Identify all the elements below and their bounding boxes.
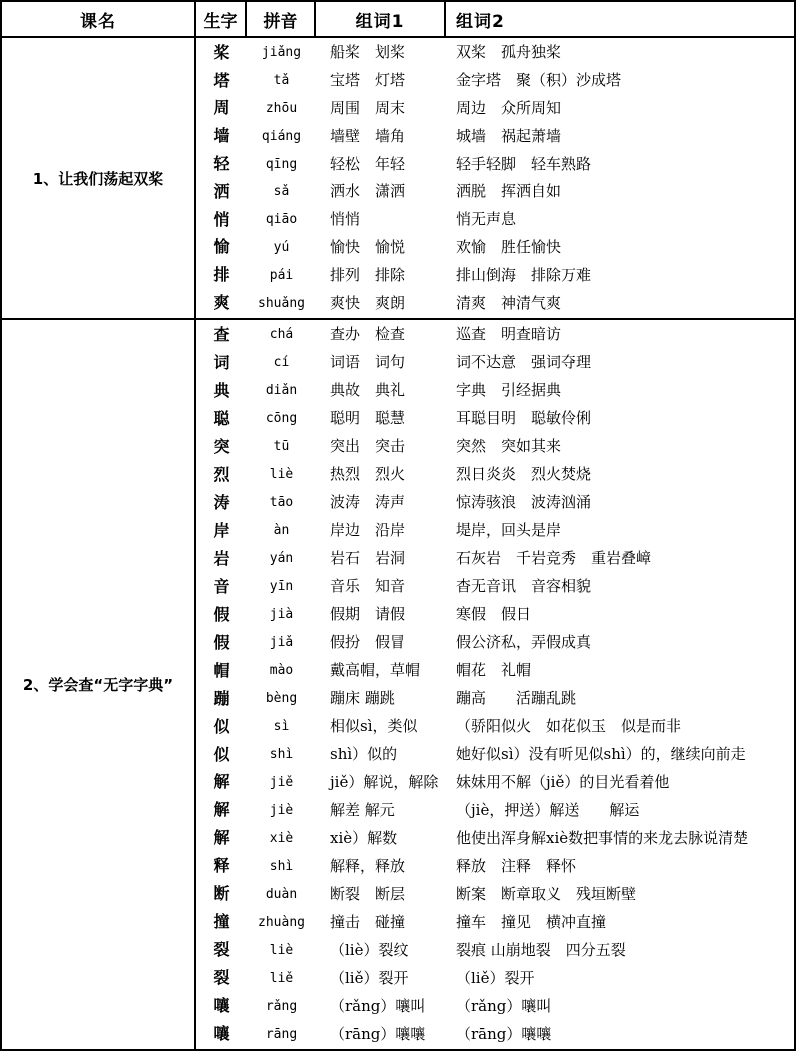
word2-cell: 石灰岩 千岩竞秀 重岩叠嶂 [456,549,652,568]
character-row [196,95,794,123]
lesson-title: 2、学会查“无字字典” [2,320,196,1049]
pinyin-cell: jiǎng [261,45,302,61]
pinyin-cell: pái [269,267,294,283]
word2-cell: 裂痕 山崩地裂 四分五裂 [456,940,626,959]
word2-cell: （liě）裂开 [456,968,535,987]
word2-cell: 撞车 撞见 横冲直撞 [456,912,607,931]
character-row [196,880,794,908]
word1-cell: xiè）解数 [330,828,398,847]
word2-cell: 释放 注释 释怀 [456,856,577,875]
char-cell: 岩 [213,548,230,568]
word2-cell: 周边 众所周知 [456,98,562,117]
character-row [196,657,794,685]
char-cell: 桨 [213,42,230,62]
char-cell: 断 [213,884,230,904]
lesson-title: 1、让我们荡起双桨 [2,38,196,318]
pinyin-cell: zhōu [265,100,298,116]
word1-cell: 岸边 沿岸 [330,521,406,540]
word1-cell: jiě）解说，解除 [330,772,439,791]
character-row [196,39,794,67]
word2-cell: 清爽 神清气爽 [456,293,562,312]
char-cell: 悄 [213,209,230,229]
pinyin-cell: yán [269,551,294,567]
word2-cell: 断案 断章取义 残垣断壁 [456,884,637,903]
pinyin-cell: tǎ [273,73,290,89]
char-cell: 突 [213,436,230,456]
word1-cell: 排列 排除 [330,265,406,284]
character-row [196,824,794,852]
pinyin-cell: liè [269,467,294,483]
pinyin-cell: shì [269,747,294,763]
word1-cell: 解释，释放 [330,856,406,875]
word2-cell: 字典 引经据典 [456,381,562,400]
character-row [196,685,794,713]
char-cell: 聪 [213,408,230,428]
character-row [196,150,794,178]
pinyin-cell: jiè [269,802,294,818]
word1-cell: 断裂 断层 [330,884,406,903]
word2-cell: 悄无声息 [456,210,517,229]
pinyin-cell: xiè [269,830,294,846]
word2-cell: 她好似sì）没有听见似shì）的，继续向前走 [456,745,746,764]
character-row [196,289,794,317]
word2-cell: 排山倒海 排除万难 [456,265,592,284]
char-cell: 洒 [213,181,230,201]
character-row [196,349,794,377]
word1-cell: （liě）裂开 [330,968,409,987]
char-cell: 周 [213,98,230,118]
character-row [196,629,794,657]
character-row [196,964,794,992]
char-cell: 解 [213,828,230,848]
character-row [196,178,794,206]
lesson-section-1 [2,38,794,320]
word1-cell: 假期 请假 [330,605,406,624]
pinyin-cell: tāo [269,495,294,511]
pinyin-cell: qiáng [261,128,302,144]
char-cell: 蹦 [213,688,230,708]
character-row [196,489,794,517]
word2-cell: 欢愉 胜任愉快 [456,237,562,256]
word2-cell: 烈日炎炎 烈火焚烧 [456,465,592,484]
pinyin-cell: rǎng [265,998,298,1014]
word1-cell: 愉快 愉悦 [330,237,406,256]
word1-cell: 音乐 知音 [330,577,406,596]
pinyin-cell: mào [269,663,294,679]
pinyin-cell: yīn [269,579,294,595]
char-cell: 词 [213,352,230,372]
character-row [196,206,794,234]
character-row [196,377,794,405]
character-row [196,321,794,349]
word2-cell: （rǎng）嚷叫 [456,996,552,1015]
char-cell: 轻 [213,154,230,174]
character-row [196,261,794,289]
pinyin-cell: yú [273,239,290,255]
char-cell: 裂 [213,968,230,988]
character-row [196,908,794,936]
char-cell: 撞 [213,912,230,932]
character-row [196,741,794,769]
char-cell: 嚷 [213,996,230,1016]
word1-cell: 岩石 岩洞 [330,549,406,568]
word1-cell: 解差 解元 [330,800,395,819]
pinyin-cell: zhuàng [258,914,305,930]
char-cell: 嚷 [213,1024,230,1044]
word2-cell: 耳聪目明 聪敏伶俐 [456,409,592,428]
char-cell: 似 [213,744,230,764]
word2-cell: 词不达意 强词夺理 [456,353,592,372]
pinyin-cell: jiě [269,774,294,790]
char-cell: 排 [213,265,230,285]
pinyin-cell: àn [273,523,290,539]
char-cell: 裂 [213,940,230,960]
character-row [196,433,794,461]
word2-cell: （jiè，押送）解送 解运 [456,800,640,819]
header-cell-pinyin: 拼音 [247,2,316,36]
char-cell: 愉 [213,237,230,257]
word1-cell: （rāng）嚷嚷 [330,1024,426,1043]
word1-cell: 相似sì，类似 [330,717,418,736]
pinyin-cell: shì [269,858,294,874]
word1-cell: 典故 典礼 [330,381,406,400]
pinyin-cell: sǎ [273,184,290,200]
pinyin-cell: rāng [265,1026,298,1042]
pinyin-cell: cōng [265,411,298,427]
pinyin-cell: cí [273,355,290,371]
header-cell-words2: 组词2 [456,11,505,32]
word1-cell: 蹦床 蹦跳 [330,689,395,708]
character-row [196,1020,794,1048]
word1-cell: 悄悄 [330,210,361,229]
character-rows [196,38,794,318]
word1-cell: 洒水 潇洒 [330,182,406,201]
word1-cell: 爽快 爽朗 [330,293,406,312]
character-row [196,769,794,797]
character-rows [196,320,794,1049]
char-cell: 假 [213,604,230,624]
character-row [196,545,794,573]
word2-cell: 杳无音讯 音容相貌 [456,577,592,596]
word2-cell: 轻手轻脚 轻车熟路 [456,154,592,173]
char-cell: 墙 [213,126,230,146]
word1-cell: （rǎng）嚷叫 [330,996,426,1015]
pinyin-cell: jiǎ [269,635,294,651]
pinyin-cell: duàn [265,886,298,902]
header-cell-character: 生字 [196,2,247,36]
char-cell: 释 [213,856,230,876]
character-row [196,713,794,741]
word1-cell: 撞击 碰撞 [330,912,406,931]
word2-cell: 双桨 孤舟独桨 [456,43,562,62]
character-row [196,122,794,150]
char-cell: 音 [213,576,230,596]
pinyin-cell: qiāo [265,212,298,228]
word1-cell: 热烈 烈火 [330,465,406,484]
word1-cell: 突出 突击 [330,437,406,456]
word1-cell: 聪明 聪慧 [330,409,406,428]
char-cell: 假 [213,632,230,652]
character-row [196,517,794,545]
word2-cell: （rāng）嚷嚷 [456,1024,552,1043]
word1-cell: （liè）裂纹 [330,940,409,959]
word2-cell: 他使出浑身解xiè数把事情的来龙去脉说清楚 [456,828,749,847]
word2-cell: 妹妹用不解（jiě）的目光看着他 [456,772,670,791]
char-cell: 解 [213,800,230,820]
character-row [196,67,794,95]
word1-cell: 戴高帽，草帽 [330,661,421,680]
table-header-row [2,2,794,38]
char-cell: 塔 [213,70,230,90]
word1-cell: shì）似的 [330,745,398,764]
word1-cell: 轻松 年轻 [330,154,406,173]
char-cell: 烈 [213,464,230,484]
character-row [196,405,794,433]
char-cell: 帽 [213,660,230,680]
pinyin-cell: shuǎng [258,295,305,311]
word2-cell: 寒假 假日 [456,605,532,624]
pinyin-cell: chá [269,327,294,343]
word2-cell: 巡查 明查暗访 [456,325,562,344]
character-row [196,992,794,1020]
char-cell: 解 [213,772,230,792]
pinyin-cell: qīng [265,156,298,172]
pinyin-cell: bèng [265,691,298,707]
pinyin-cell: liě [269,970,294,986]
character-row [196,601,794,629]
word1-cell: 假扮 假冒 [330,633,406,652]
word1-cell: 宝塔 灯塔 [330,71,406,90]
word2-cell: 突然 突如其来 [456,437,562,456]
char-cell: 涛 [213,492,230,512]
pinyin-cell: diǎn [265,383,298,399]
word2-cell: 金字塔 聚（积）沙成塔 [456,71,622,90]
word2-cell: 假公济私，弄假成真 [456,633,592,652]
word2-cell: 堤岸，回头是岸 [456,521,562,540]
character-row [196,936,794,964]
pinyin-cell: jià [269,607,294,623]
character-row [196,461,794,489]
character-row [196,852,794,880]
word2-cell: 惊涛骇浪 波涛汹涌 [456,493,592,512]
word1-cell: 波涛 涛声 [330,493,406,512]
char-cell: 岸 [213,520,230,540]
word2-cell: （骄阳似火 如花似玉 似是而非 [456,717,682,736]
char-cell: 似 [213,716,230,736]
word1-cell: 查办 检查 [330,325,406,344]
word2-cell: 洒脱 挥洒自如 [456,182,562,201]
pinyin-cell: liè [269,942,294,958]
character-row [196,234,794,262]
character-row [196,796,794,824]
word1-cell: 墙壁 墙角 [330,126,406,145]
char-cell: 爽 [213,293,230,313]
header-cell-words1: 组词1 [316,2,446,36]
character-row [196,573,794,601]
word2-cell: 城墙 祸起萧墙 [456,126,562,145]
word1-cell: 船桨 划桨 [330,43,406,62]
word2-cell: 帽花 礼帽 [456,661,532,680]
char-cell: 查 [213,324,230,344]
word1-cell: 词语 词句 [330,353,406,372]
word2-cell: 蹦高 活蹦乱跳 [456,689,577,708]
pinyin-cell: tū [273,439,290,455]
char-cell: 典 [213,380,230,400]
lesson-section-2 [2,320,794,1049]
pinyin-cell: sì [273,719,290,735]
word1-cell: 周围 周末 [330,98,406,117]
header-cell-lesson: 课名 [2,2,196,36]
